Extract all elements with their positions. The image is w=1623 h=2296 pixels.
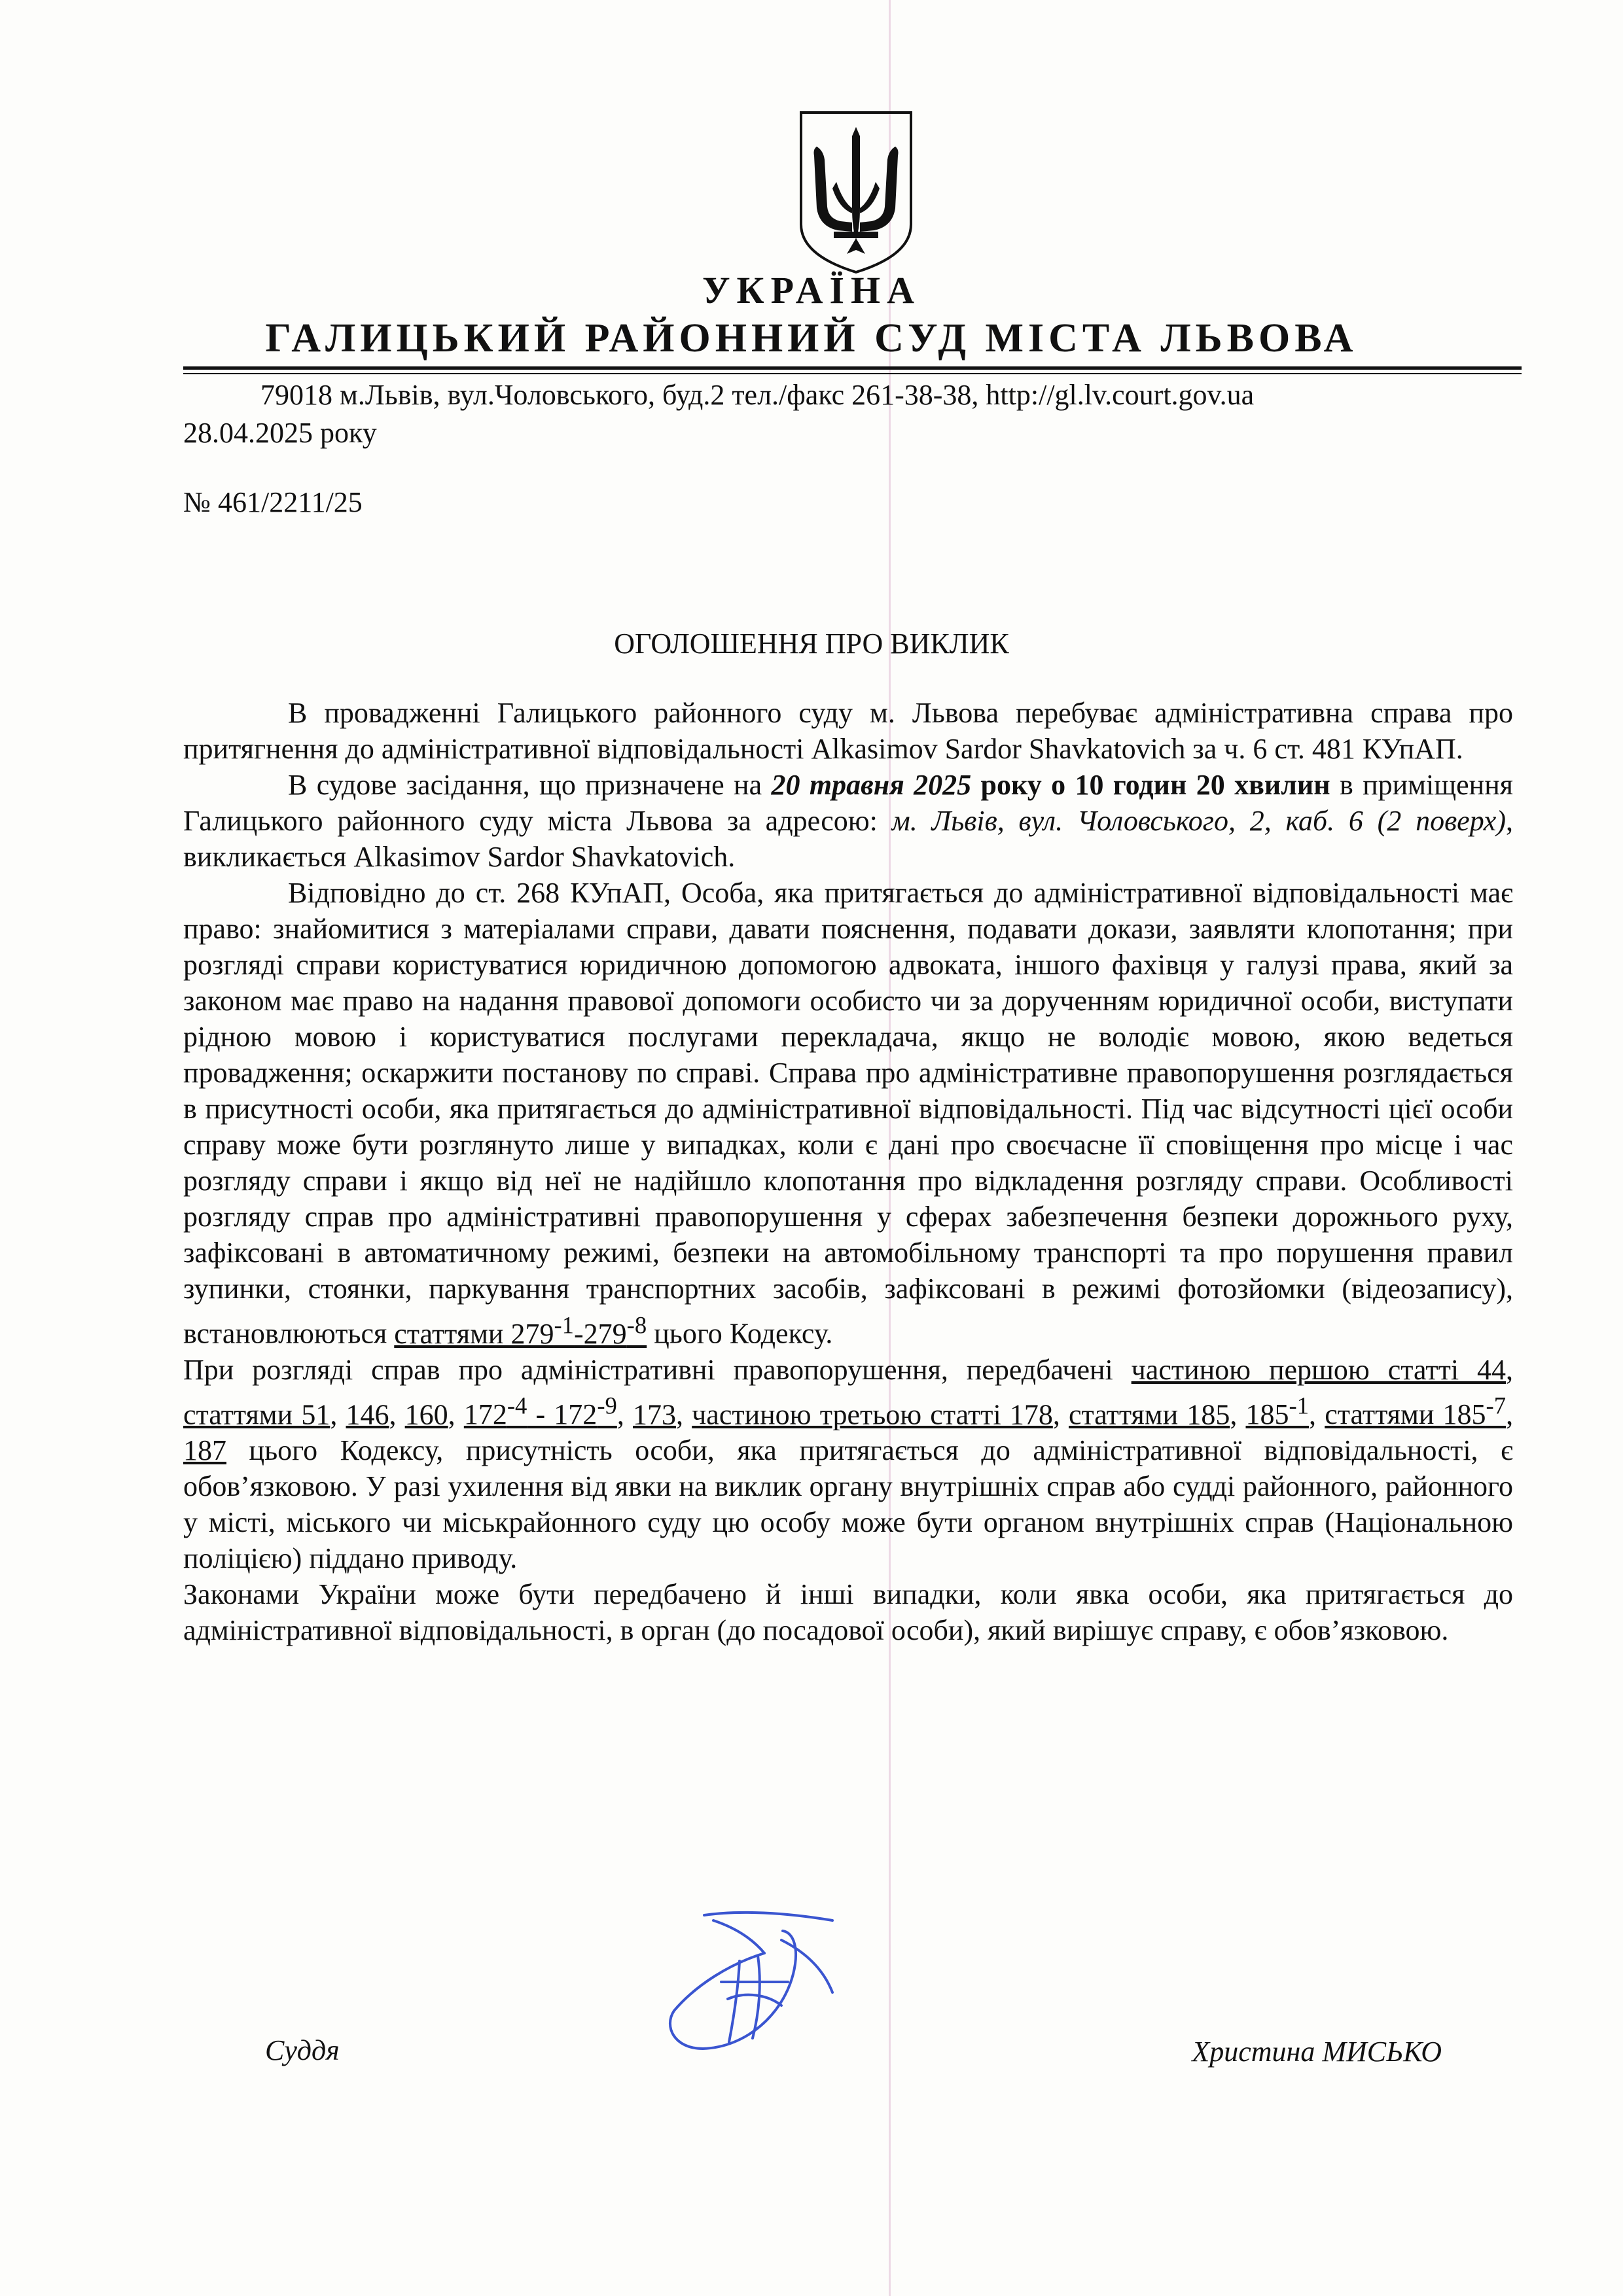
separator: ,	[616, 1398, 633, 1431]
separator: ,	[1052, 1398, 1069, 1431]
article-link-text: 185	[1245, 1398, 1289, 1431]
header-rule-thin	[183, 373, 1522, 374]
document-title: ОГОЛОШЕННЯ ПРО ВИКЛИК	[614, 627, 1009, 660]
separator: ,	[676, 1398, 692, 1431]
paragraph-rights	[183, 875, 1513, 1352]
header-rule-thick	[183, 366, 1522, 370]
paragraph-proceedings: В провадженні Галицького районного суду м. Львова перебуває адміністративна справа про притягнення до адміністративної відповідальності Alkasimov Sardor Shavkatovich за ч. 6 ст. 481 КУпАП.	[183, 697, 1513, 765]
article-link-text: статтями 279	[394, 1317, 554, 1350]
judge-title: Суддя	[265, 2034, 340, 2066]
separator: ,	[330, 1398, 346, 1431]
article-link-text: 172	[463, 1398, 507, 1431]
country-name: УКРАЇНА	[702, 269, 921, 311]
paragraph-mandatory	[183, 1352, 1513, 1577]
document-body	[183, 695, 1513, 1648]
case-number: № 461/2211/25	[183, 486, 363, 518]
article-superscript: -9	[597, 1392, 617, 1419]
separator: ,	[1230, 1398, 1246, 1431]
article-link[interactable]	[1245, 1392, 1310, 1431]
separator: ,	[448, 1398, 464, 1431]
article-superscript: -1	[554, 1311, 575, 1338]
article-link-text: - 172	[527, 1398, 597, 1431]
article-superscript: -8	[626, 1311, 647, 1338]
article-link[interactable]: частиною першою статті 44	[1131, 1353, 1506, 1386]
paragraph-hearing	[183, 767, 1513, 875]
rights-text: цього Кодексу.	[647, 1317, 833, 1350]
separator: ,	[1309, 1398, 1325, 1431]
hearing-date: 20 травня 2025	[771, 769, 972, 801]
article-superscript: -1	[1289, 1392, 1310, 1419]
separator: ,	[1506, 1398, 1514, 1431]
hearing-text: В судове засідання, що призначене на	[288, 769, 772, 801]
article-link[interactable]	[1325, 1392, 1507, 1431]
paragraph-other-cases: Законами України може бути передбачено й інші випадки, коли явка особи, яка притягається до адміністративної відповідальності, в орган (до посадової особи), який вирішує справу, є обов’язковою.	[183, 1578, 1513, 1647]
judge-name: Христина МИСЬКО	[1192, 2036, 1442, 2068]
rights-text: Відповідно до ст. 268 КУпАП, Особа, яка притягається до адміністративної відповідальності має право: знайомитися з матеріалами справи, давати пояснення, подавати докази, заявляти клопотання; при розгляді справи користуватися юридичною допомогою адвоката, іншого фахівця у галузі права, який за законом має право на надання правової допомоги особисто чи за дорученням юридичної особи, виступати рідною мовою і користуватися послугами перекладача, якщо не володіє мовою, якою ведеться провадження; оскаржити постанову по справі. Справа про адміністративне правопорушення розглядається в присутності особи, яка притягається до адміністративної відповідальності. Під час відсутності цієї особи справу може бути розглянуто лише у випадках, коли є дані про своєчасне її сповіщення про місце і час розгляду справи і якщо від неї не надійшло клопотання про відкладення розгляду справи. Особливості розгляду справ про адміністративні правопорушення у сферах забезпечення безпеки дорожнього руху, зафіксовані в автоматичному режимі, безпеки на автомобільному транспорті та про порушення правил зупинки, стоянки, паркування транспортних засобів, зафіксовані в режимі фотозйомки (відеозапису), встановлюються	[183, 877, 1513, 1350]
hearing-address: м. Львів, вул. Чоловського, 2, каб. 6 (2 поверх)	[891, 805, 1506, 837]
article-link[interactable]: 146	[346, 1398, 389, 1431]
article-link[interactable]: 160	[404, 1398, 448, 1431]
article-link[interactable]: 187	[183, 1434, 226, 1467]
hearing-text: , викликається Alkasimov Sardor Shavkatovich.	[183, 805, 1513, 873]
document-date: 28.04.2025 року	[183, 417, 377, 449]
article-link[interactable]: частиною третьою статті 178	[692, 1398, 1053, 1431]
court-address: 79018 м.Львів, вул.Чоловського, буд.2 тел./факс 261-38-38, http://gl.lv.court.gov.ua	[260, 379, 1255, 411]
hearing-time: року о 10 годин 20 хвилин	[971, 769, 1330, 801]
article-link[interactable]: 173	[633, 1398, 677, 1431]
article-superscript: -4	[507, 1392, 527, 1419]
hearing-text: в приміщення Галицького районного суду міста Львова за адресою:	[183, 769, 1513, 837]
article-link-text: -279	[574, 1317, 627, 1350]
article-link[interactable]: статтями 51	[183, 1398, 330, 1431]
article-link[interactable]: статтями 185	[1068, 1398, 1230, 1431]
mandatory-text: цього Кодексу, присутність особи, яка притягається до адміністративної відповідальності, є обов’язковою. У разі ухилення від явки на виклик органу внутрішніх справ або судді районного, районного у місті, міського чи міськрайонного суду цю особу може бути органом внутрішніх справ (Національною поліцією) піддано приводу.	[183, 1434, 1513, 1575]
article-superscript: -7	[1486, 1392, 1507, 1419]
separator: ,	[389, 1398, 405, 1431]
article-link[interactable]	[394, 1311, 647, 1350]
article-link[interactable]	[463, 1392, 617, 1431]
separator: ,	[1506, 1353, 1513, 1386]
court-name: ГАЛИЦЬКИЙ РАЙОННИЙ СУД МІСТА ЛЬВОВА	[265, 316, 1358, 361]
handwritten-signature	[648, 1901, 851, 2064]
mandatory-text: При розгляді справ про адміністративні правопорушення, передбачені	[183, 1353, 1132, 1386]
trident-coat-of-arms-icon	[797, 110, 915, 275]
article-link-text: статтями 185	[1325, 1398, 1486, 1431]
